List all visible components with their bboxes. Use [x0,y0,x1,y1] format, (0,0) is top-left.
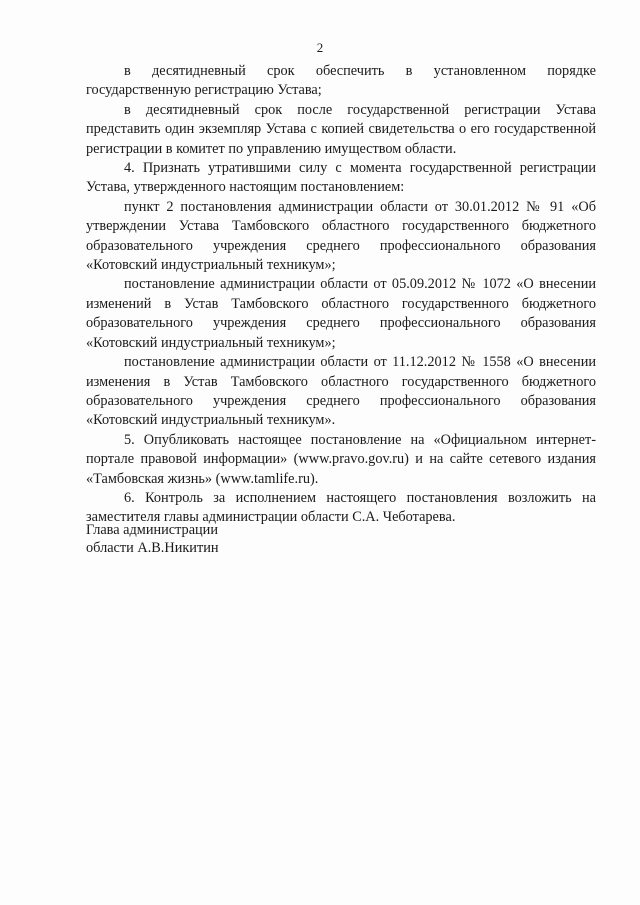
paragraph-submit-copy: в десятидневный срок после государственной регистрации Устава представить один экземпляр Устава с копией свидетельства о его государственной регистрации в комитет по управлению имуществом области. [86,101,596,157]
paragraph-item-5: 5. Опубликовать настоящее постановление на «Официальном интернет-портале правовой информации» (www.pravo.gov.ru) и на сайте сетевого издания «Тамбовская жизнь» (www.tamlife.ru). [86,431,596,487]
page-number: 2 [316,40,324,55]
paragraph-repealed-91: пункт 2 постановления администрации области от 30.01.2012 № 91 «Об утверждении Устава Тамбовского областного государственного бюджетного образовательного учреждения среднего профессионального образования «Котовский индустриальный техникум»; [86,198,596,274]
paragraph-item-6: 6. Контроль за исполнением настоящего постановления возложить на заместителя главы администрации области С.А. Чеботарева. [86,489,596,526]
paragraph-item-4: 4. Признать утратившими силу с момента государственной регистрации Устава, утвержденного настоящим постановлением: [86,160,596,196]
paragraph-repealed-1558: постановление администрации области от 11.12.2012 № 1558 «О внесении изменения в Устав Тамбовского областного государственного бюджетного образовательного учреждения среднего профессионального образования «Котовский индустриальный техникум». [86,354,596,429]
signature-block [86,521,386,557]
signature-name: области А.В.Никитин [86,540,219,556]
paragraph-repealed-1072: постановление администрации области от 05.09.2012 № 1072 «О внесении изменений в Устав Тамбовского областного государственного бюджетного образовательного учреждения среднего профессионального образования «Котовский индустриальный техникум»; [86,276,596,351]
paragraph-registration: в десятидневный срок обеспечить в установленном порядке государственную регистрацию Устава; [86,63,596,99]
signature-title: Глава администрации [86,522,218,538]
document-body [86,62,596,528]
